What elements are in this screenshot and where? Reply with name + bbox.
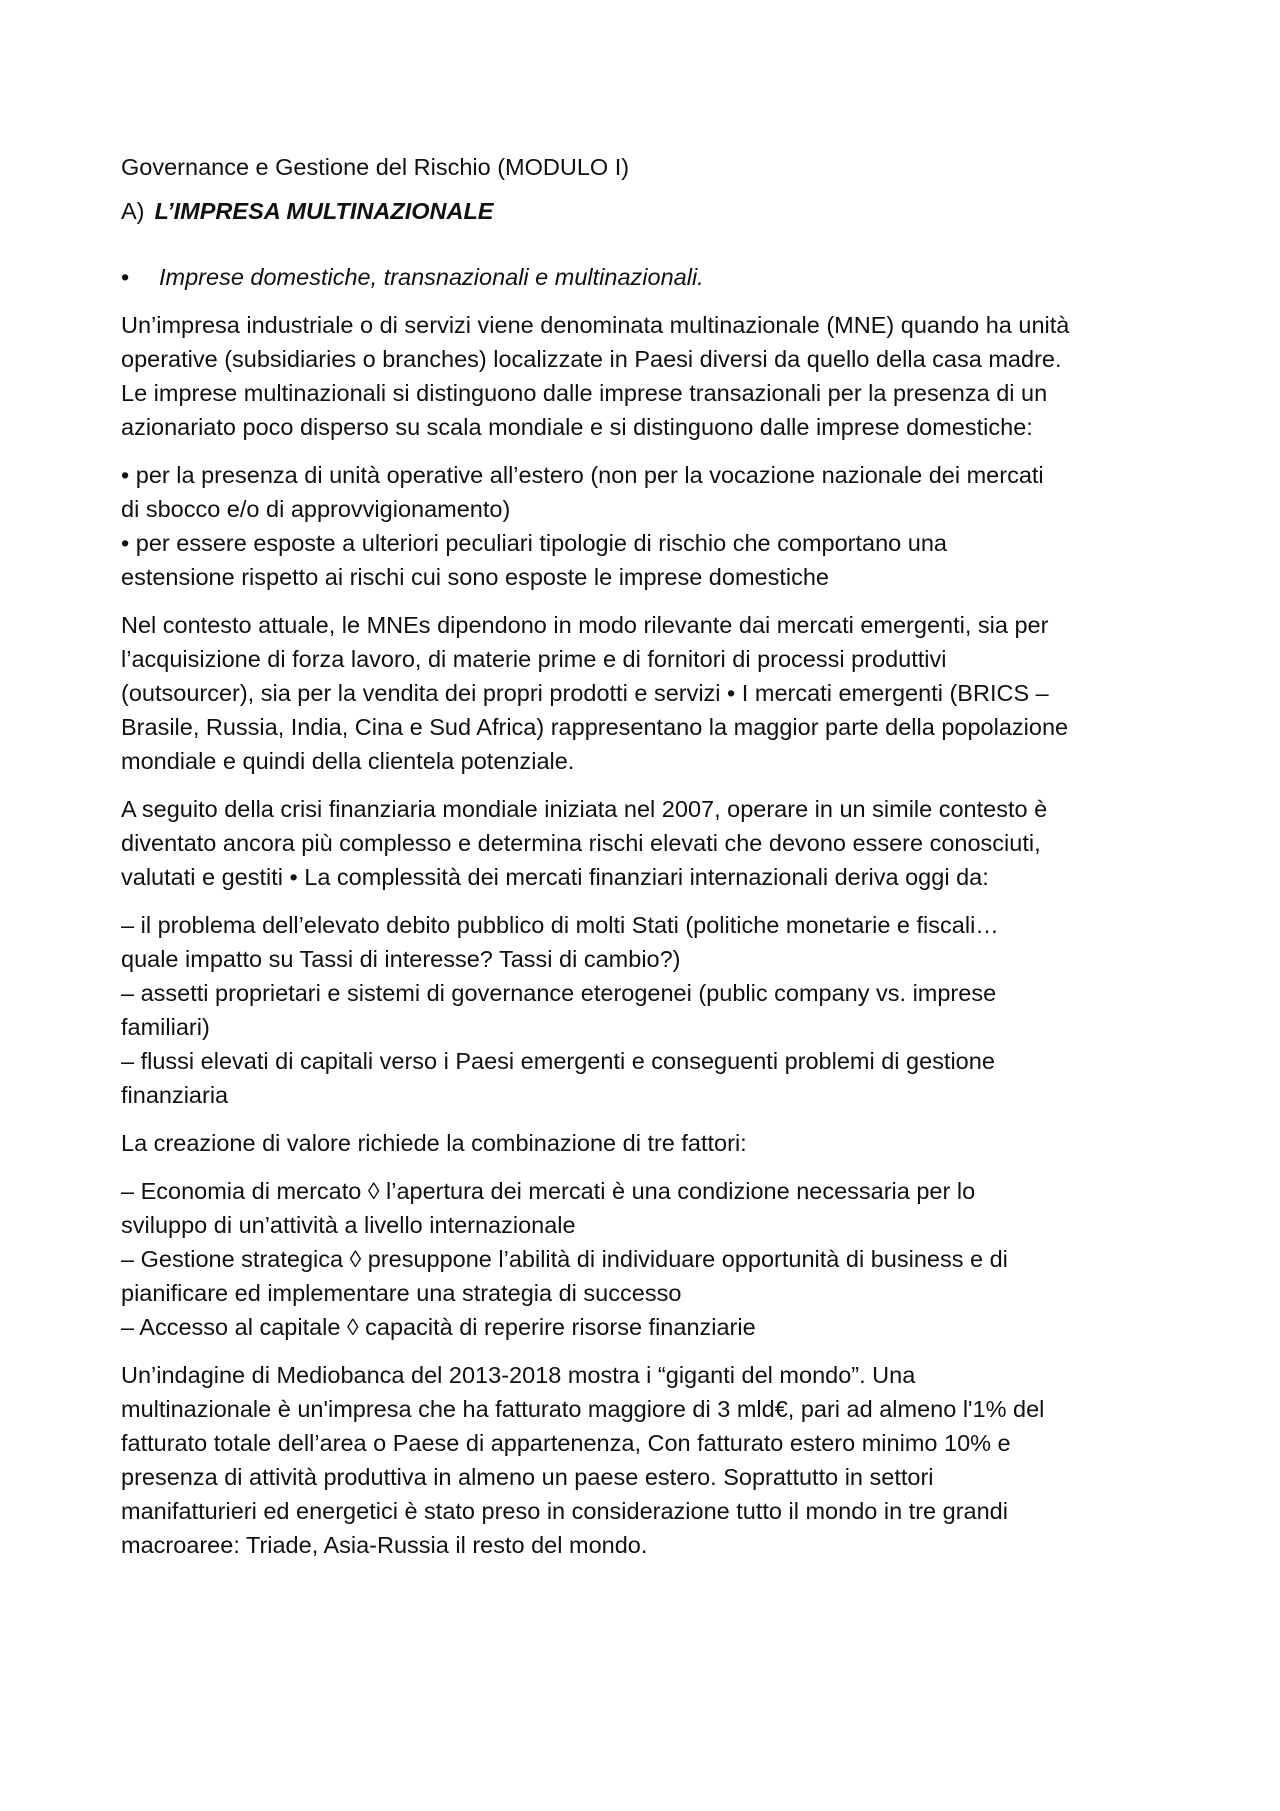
document-title: Governance e Gestione del Rischio (MODULO I) — [121, 154, 630, 180]
list-item: – Gestione strategica ◊ presuppone l’abilità di individuare opportunità di business e di pianificare ed implementare una strategia di successo — [121, 1246, 1008, 1306]
list-item: – Economia di mercato ◊ l’apertura dei mercati è una condizione necessaria per lo sviluppo di un’attività a livello internazionale — [121, 1178, 976, 1238]
list-item: • per essere esposte a ulteriori peculiari tipologie di rischio che comportano una estensione rispetto ai rischi cui sono esposte le imprese domestiche — [121, 530, 947, 590]
topic-bullet — [121, 260, 1161, 294]
document-page — [121, 150, 1161, 1576]
topic-text: Imprese domestiche, transnazionali e multinazionali. — [159, 264, 704, 290]
section-heading — [121, 194, 1161, 228]
paragraph-mediobanca-survey: Un’indagine di Mediobanca del 2013-2018 mostra i “giganti del mondo”. Una multinazionale è un'impresa che ha fatturato maggiore di 3 mld€, pari ad almeno l'1% del fatturato totale dell’area o Paese di appartenenza, Con fatturato estero minimo 10% e presenza di attività produttiva in almeno un paese estero. Soprattutto in settori manifatturieri ed energetici è stato preso in considerazione tutto il mondo in tre grandi macroaree: Triade, Asia-Russia il resto del mondo. — [121, 1362, 1045, 1558]
list-item: – Accesso al capitale ◊ capacità di reperire risorse finanziarie — [121, 1314, 756, 1340]
paragraph-value-creation: La creazione di valore richiede la combinazione di tre fattori: — [121, 1130, 747, 1156]
list-factors — [121, 1174, 1161, 1344]
list-item: – il problema dell’elevato debito pubblico di molti Stati (politiche monetarie e fiscali… quale impatto su Tassi di interesse? Tassi di cambio?) — [121, 912, 999, 972]
bullet-icon: • — [121, 264, 130, 290]
list-item: – assetti proprietari e sistemi di governance eterogenei (public company vs. imprese familiari) — [121, 980, 997, 1040]
list-differences — [121, 458, 1161, 594]
list-complexity — [121, 908, 1161, 1112]
section-letter: A) — [121, 198, 145, 224]
list-item: • per la presenza di unità operative all’estero (non per la vocazione nazionale dei mercati di sbocco e/o di approvvigionamento) — [121, 462, 1044, 522]
paragraph-mne-definition: Un’impresa industriale o di servizi viene denominata multinazionale (MNE) quando ha unità operative (subsidiaries o branches) localizzate in Paesi diversi da quello della casa madre. Le imprese multinazionali si distinguono dalle imprese transazionali per la presenza di un azionariato poco disperso su scala mondiale e si distinguono dalle imprese domestiche: — [121, 312, 1070, 440]
section-title: L’IMPRESA MULTINAZIONALE — [154, 198, 494, 224]
paragraph-emerging-markets: Nel contesto attuale, le MNEs dipendono in modo rilevante dai mercati emergenti, sia per l’acquisizione di forza lavoro, di materie prime e di fornitori di processi produttivi (outsourcer), sia per la vendita dei propri prodotti e servizi • I mercati emergenti (BRICS – Brasile, Russia, India, Cina e Sud Africa) rappresentano la maggior parte della popolazione mondiale e quindi della clientela potenziale. — [121, 612, 1069, 774]
list-item: – flussi elevati di capitali verso i Paesi emergenti e conseguenti problemi di gestione finanziaria — [121, 1048, 995, 1108]
paragraph-financial-crisis: A seguito della crisi finanziaria mondiale iniziata nel 2007, operare in un simile contesto è diventato ancora più complesso e determina rischi elevati che devono essere conosciuti, valutati e gestiti • La complessità dei mercati finanziari internazionali deriva oggi da: — [121, 796, 1048, 890]
